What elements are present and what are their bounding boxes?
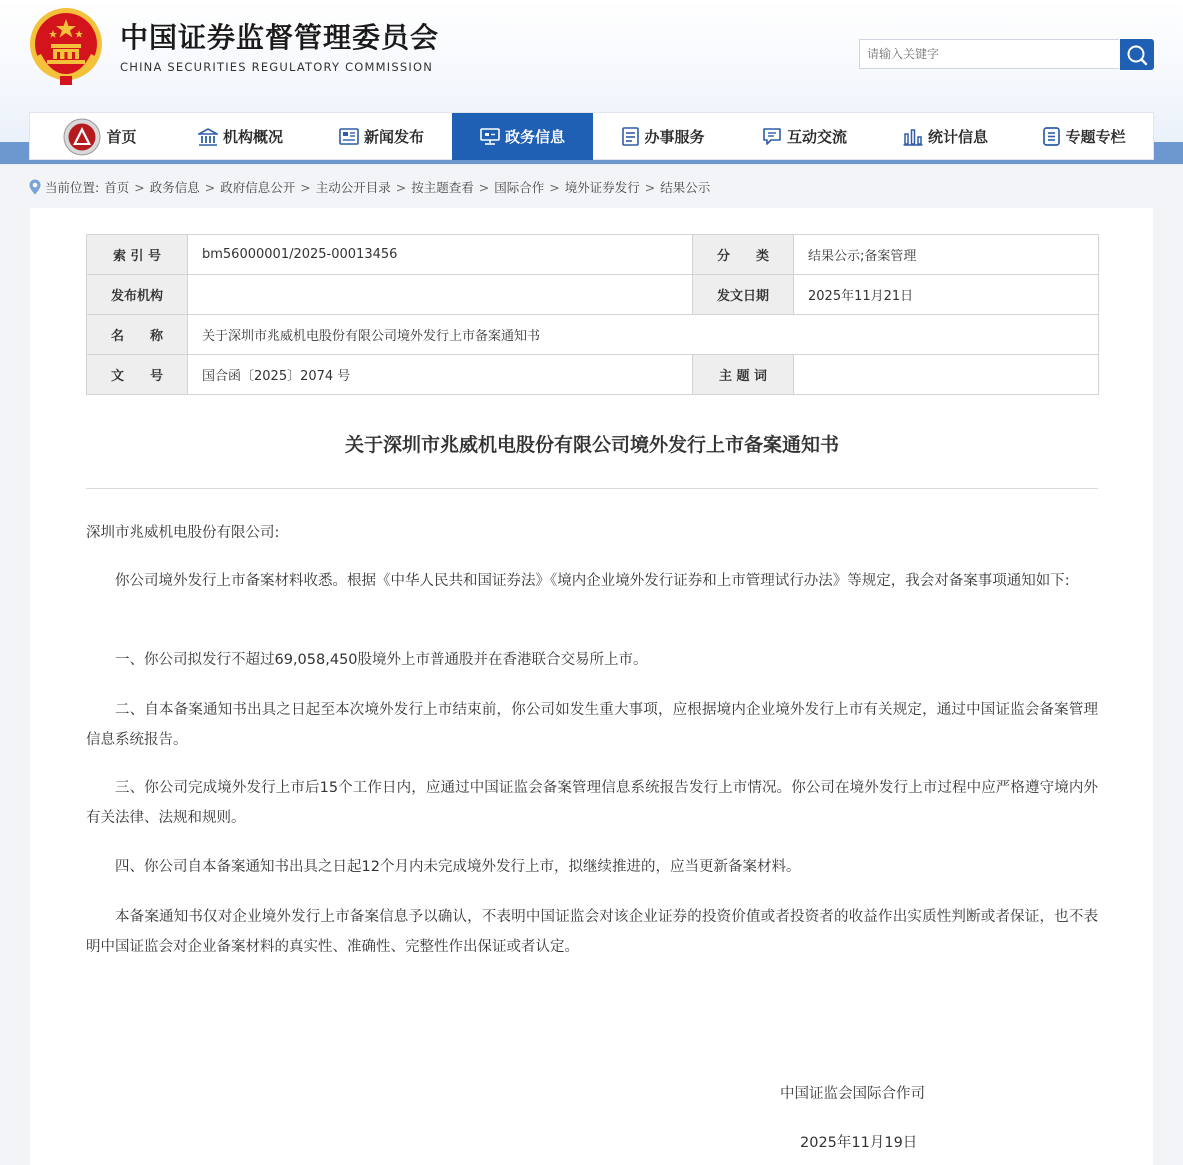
breadcrumb xyxy=(29,178,710,196)
paragraph-item-4: 四、你公司自本备案通知书出具之日起12个月内未完成境外发行上市，拟继续推进的，应当更新备案材料。 xyxy=(115,859,801,875)
nav-about[interactable] xyxy=(170,113,311,160)
breadcrumb-disclosure[interactable]: 政府信息公开 xyxy=(220,180,296,195)
nav-statistics-label: 统计信息 xyxy=(927,128,988,146)
docno-label: 文 号 xyxy=(87,355,188,395)
paragraph-disclaimer: 本备案通知书仅对企业境外发行上市备案信息予以确认，不表明中国证监会对该企业证券的投资价值或者投资者的收益作出实质性判断或者保证，也不表明中国证监会对企业备案材料的真实性、准确性、完整性作出保证或者认定。 xyxy=(86,909,1098,955)
title-divider xyxy=(86,488,1098,489)
date-value: 2025年11月21日 xyxy=(794,275,1099,315)
news-icon xyxy=(339,128,359,145)
nav-government-info-label: 政务信息 xyxy=(504,128,565,146)
nav-interaction-label: 互动交流 xyxy=(786,128,847,146)
document-icon xyxy=(1043,127,1060,146)
table-row xyxy=(87,355,1099,395)
site-subtitle: CHINA SECURITIES REGULATORY COMMISSION xyxy=(120,60,434,74)
breadcrumb-results[interactable]: 结果公示 xyxy=(660,180,711,195)
name-value: 关于深圳市兆威机电股份有限公司境外发行上市备案通知书 xyxy=(188,315,1099,355)
sign-date: 2025年11月19日 xyxy=(800,1135,918,1151)
monitor-icon xyxy=(480,128,500,145)
chat-icon xyxy=(762,128,782,146)
breadcrumb-separator: > xyxy=(300,179,311,195)
site-title: 中国证券监督管理委员会 xyxy=(120,21,440,54)
table-row xyxy=(87,315,1099,355)
nav-services-label: 办事服务 xyxy=(644,128,705,146)
paragraph-item-3: 三、你公司完成境外发行上市后15个工作日内，应通过中国证监会备案管理信息系统报告发行上市情况。你公司在境外发行上市过程中应严格遵守境内外有关法律、法规和规则。 xyxy=(86,780,1098,826)
metadata-table xyxy=(86,234,1099,395)
name-label: 名 称 xyxy=(87,315,188,355)
nav-news-label: 新闻发布 xyxy=(363,128,424,146)
breadcrumb-overseas-issuance[interactable]: 境外证券发行 xyxy=(564,180,640,195)
keywords-value xyxy=(794,355,1099,395)
nav-about-label: 机构概况 xyxy=(222,128,283,146)
breadcrumb-home[interactable]: 首页 xyxy=(104,180,130,195)
nav-special-topics-label: 专题专栏 xyxy=(1065,128,1126,146)
article-panel xyxy=(30,208,1153,1165)
nav-home-label: 首页 xyxy=(106,128,137,146)
breadcrumb-prefix: 当前位置: xyxy=(45,180,100,195)
building-icon xyxy=(198,128,218,146)
category-value: 结果公示;备案管理 xyxy=(794,235,1099,275)
search-icon xyxy=(1120,39,1154,70)
location-pin-icon xyxy=(29,179,41,195)
salutation: 深圳市兆威机电股份有限公司: xyxy=(86,525,280,541)
date-label: 发文日期 xyxy=(693,275,794,315)
nav-government-info[interactable] xyxy=(452,113,593,160)
bar-chart-icon xyxy=(903,128,923,146)
nav-news[interactable] xyxy=(311,113,452,160)
nav-special-topics[interactable] xyxy=(1016,113,1153,160)
breadcrumb-separator: > xyxy=(478,179,490,195)
main-nav xyxy=(29,112,1154,160)
emblem-icon xyxy=(63,118,101,156)
nav-statistics[interactable] xyxy=(875,113,1016,160)
issuer-value xyxy=(188,275,693,315)
nav-interaction[interactable] xyxy=(734,113,875,160)
search-button[interactable] xyxy=(1120,39,1154,70)
docno-value: 国合函〔2025〕2074 号 xyxy=(188,355,693,395)
breadcrumb-separator: > xyxy=(644,179,656,195)
document-title: 关于深圳市兆威机电股份有限公司境外发行上市备案通知书 xyxy=(344,434,839,456)
issuer-label: 发布机构 xyxy=(87,275,188,315)
table-row xyxy=(87,275,1099,315)
table-row xyxy=(87,235,1099,275)
paragraph-item-2: 二、自本备案通知书出具之日起至本次境外发行上市结束前，你公司如发生重大事项，应根据境内企业境外发行上市有关规定，通过中国证监会备案管理信息系统报告。 xyxy=(86,702,1098,748)
category-label: 分 类 xyxy=(693,235,794,275)
keywords-label: 主 题 词 xyxy=(693,355,794,395)
breadcrumb-international[interactable]: 国际合作 xyxy=(494,180,545,195)
search-input[interactable] xyxy=(859,39,1119,69)
national-emblem-icon xyxy=(27,6,105,86)
nav-home[interactable] xyxy=(30,113,170,160)
breadcrumb-by-topic[interactable]: 按主题查看 xyxy=(411,180,474,195)
breadcrumb-separator: > xyxy=(134,179,145,195)
breadcrumb-separator: > xyxy=(204,179,216,195)
signer: 中国证监会国际合作司 xyxy=(780,1086,925,1102)
index-label: 索 引 号 xyxy=(87,235,188,275)
paragraph-intro: 你公司境外发行上市备案材料收悉。根据《中华人民共和国证券法》《境内企业境外发行证券和上市管理试行办法》等规定，我会对备案事项通知如下: xyxy=(115,573,1070,589)
service-list-icon xyxy=(622,127,639,146)
breadcrumb-separator: > xyxy=(549,179,560,195)
paragraph-item-1: 一、你公司拟发行不超过69,058,450股境外上市普通股并在香港联合交易所上市。 xyxy=(115,652,648,668)
breadcrumb-separator: > xyxy=(395,179,407,195)
breadcrumb-government-info[interactable]: 政务信息 xyxy=(149,180,200,195)
nav-services[interactable] xyxy=(593,113,734,160)
breadcrumb-catalog[interactable]: 主动公开目录 xyxy=(315,180,391,195)
index-value: bm56000001/2025-00013456 xyxy=(188,235,693,275)
